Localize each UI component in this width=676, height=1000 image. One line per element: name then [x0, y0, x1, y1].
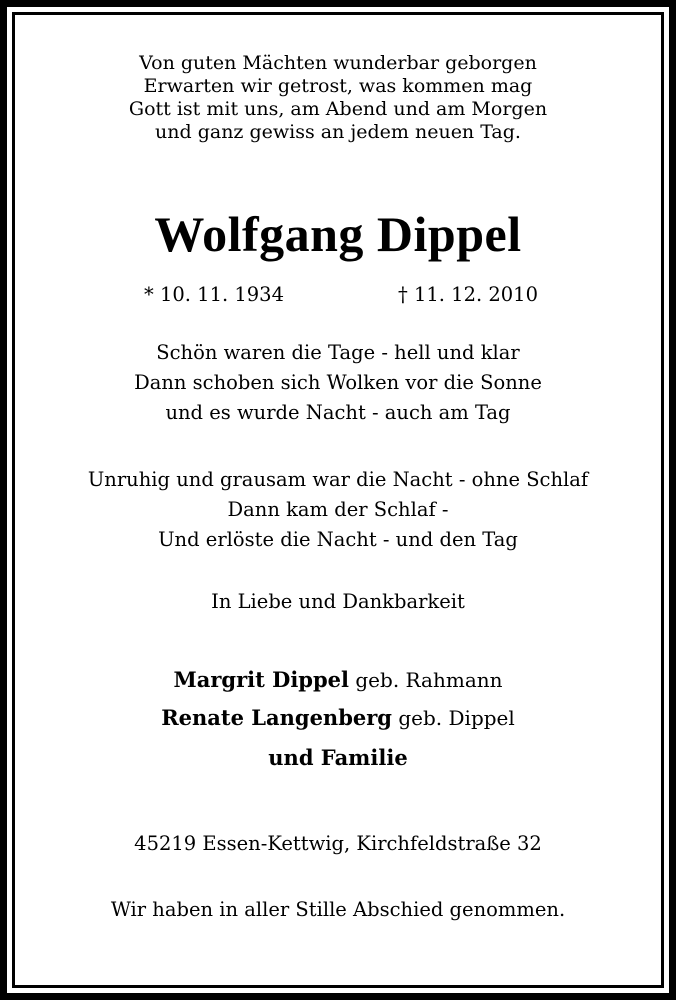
poem-line-1: Schön waren die Tage - hell und klar	[156, 341, 520, 364]
verse-line-1: Von guten Mächten wunderbar geborgen	[139, 52, 537, 74]
mourner-3-name: und Familie	[268, 745, 408, 770]
poem-line-4: Unruhig und grausam war die Nacht - ohne Schlaf	[87, 468, 589, 491]
poem-line-2: Dann schoben sich Wolken vor die Sonne	[134, 371, 542, 394]
birth-date: * 10. 11. 1934	[144, 283, 284, 306]
mourner-1-note: geb. Rahmann	[355, 668, 503, 692]
dedication: In Liebe und Dankbarkeit	[211, 590, 465, 613]
mourner-2-name: Renate Langenberg	[161, 705, 392, 730]
death-date: † 11. 12. 2010	[398, 283, 538, 306]
mourner-2-note: geb. Dippel	[398, 706, 515, 730]
verse-line-3: Gott ist mit uns, am Abend und am Morgen	[128, 98, 548, 120]
mourner-2	[0, 698, 676, 738]
deceased-name: Wolfgang Dippel	[154, 206, 522, 262]
address: 45219 Essen-Kettwig, Kirchfeldstraße 32	[134, 832, 542, 855]
closing-line: Wir haben in aller Stille Abschied genommen.	[110, 898, 566, 921]
verse-line-2: Erwarten wir getrost, was kommen mag	[143, 75, 533, 97]
mourner-1-name: Margrit Dippel	[173, 667, 350, 692]
verse-line-4: und ganz gewiss an jedem neuen Tag.	[155, 121, 521, 143]
mourner-1	[0, 660, 676, 700]
poem-line-6: Und erlöste die Nacht - und den Tag	[158, 528, 518, 551]
mourner-3	[0, 738, 676, 778]
poem-line-5: Dann kam der Schlaf -	[227, 498, 449, 521]
poem-line-3: und es wurde Nacht - auch am Tag	[165, 401, 511, 424]
